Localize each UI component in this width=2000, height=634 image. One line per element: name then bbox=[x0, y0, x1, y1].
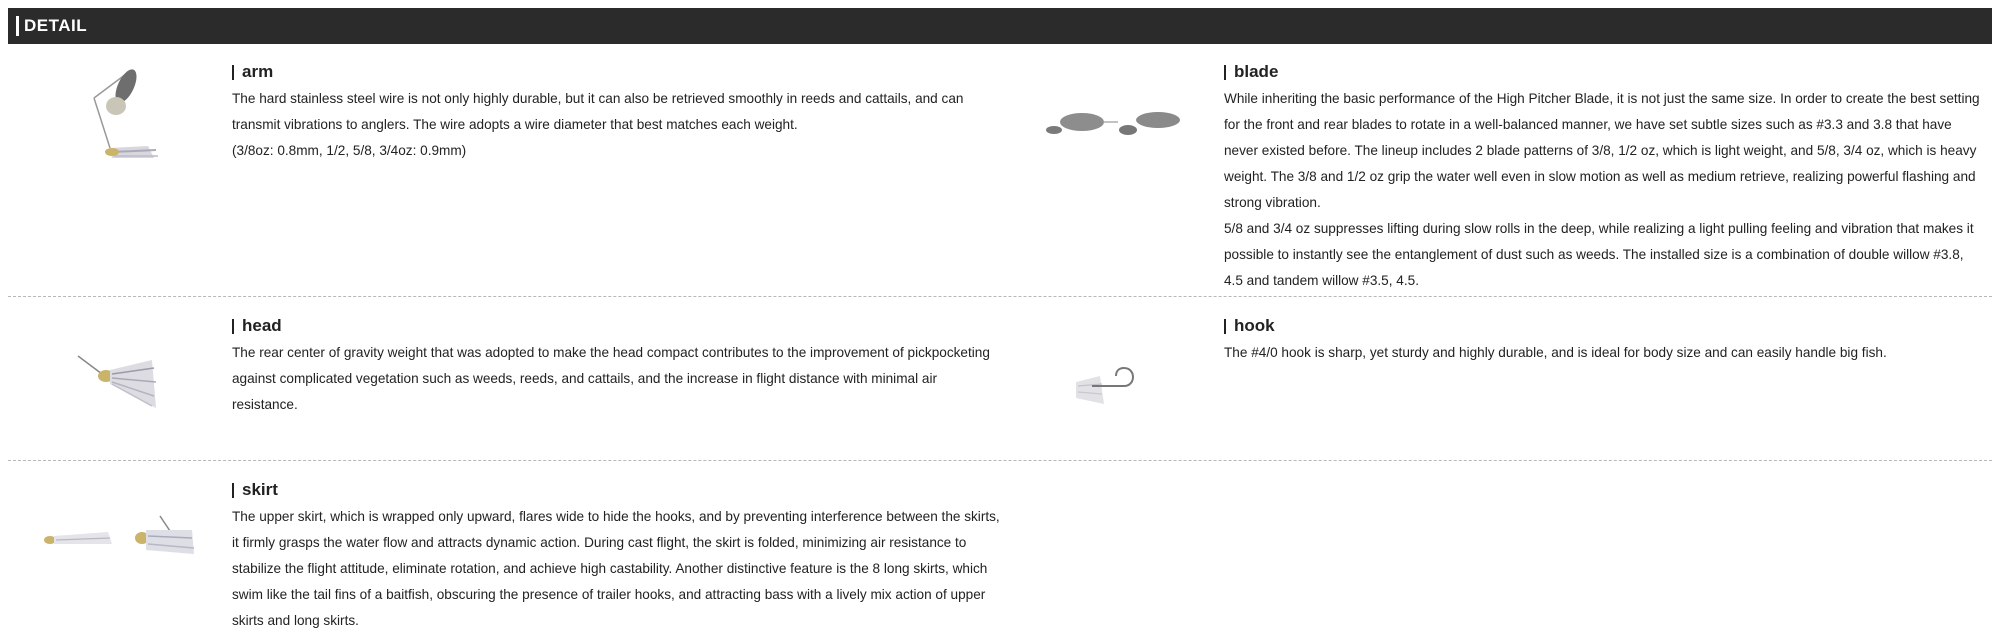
head-title: head bbox=[242, 316, 282, 335]
blade-heading-mark bbox=[1224, 65, 1226, 80]
arm-section bbox=[232, 62, 1002, 164]
arm-heading-mark bbox=[232, 65, 234, 80]
head-section bbox=[232, 316, 1002, 418]
arm-thumbnail-image bbox=[66, 62, 160, 170]
hook-description: The #4/0 hook is sharp, yet sturdy and highly durable, and is ideal for body size and can easily handle big fish. bbox=[1224, 345, 1887, 360]
section-divider-1 bbox=[8, 296, 1992, 297]
skirt-heading-mark bbox=[232, 483, 234, 498]
arm-title: arm bbox=[242, 62, 274, 81]
hook-title: hook bbox=[1234, 316, 1275, 335]
arm-heading bbox=[232, 62, 1002, 82]
arm-description-sizes: (3/8oz: 0.8mm, 1/2, 5/8, 3/4oz: 0.9mm) bbox=[232, 143, 467, 158]
detail-header-title: DETAIL bbox=[24, 16, 88, 35]
blade-section bbox=[1224, 62, 1984, 294]
blade-description: While inheriting the basic performance of the High Pitcher Blade, it is not just the same size. In order to create the best setting for the front and rear blades to rotate in a well-balanced manner, we have set subtle sizes such as #3.3 and 3.8 that have never existed before. The lineup includes 2 blade patterns of 3/8, 1/2 oz, which is light weight, and 5/8, 3/4 oz, which is heavy weight. The 3/8 and 1/2 oz grip the water well even in slow motion as well as medium retrieve, realizing powerful flashing and strong vibration. bbox=[1224, 91, 1980, 210]
skirt-section bbox=[232, 480, 1002, 634]
hook-heading-mark bbox=[1224, 319, 1226, 334]
skirt-thumbnail-image bbox=[38, 510, 198, 570]
head-heading-mark bbox=[232, 319, 234, 334]
section-divider-2 bbox=[8, 460, 1992, 461]
skirt-description: The upper skirt, which is wrapped only upward, flares wide to hide the hooks, and by preventing interference between the skirts, it firmly grasps the water flow and attracts dynamic action. During cast flight, the skirt is folded, minimizing air resistance to stabilize the flight attitude, eliminate rotation, and achieve high castability. Another distinctive feature is the 8 long skirts, which swim like the tail fins of a baitfish, obscuring the presence of trailer hooks, and attracting bass with a lively mix action of upper skirts and long skirts. bbox=[232, 509, 1000, 628]
skirt-heading bbox=[232, 480, 1002, 500]
header-accent-mark bbox=[16, 16, 19, 36]
blade-description-heavy: 5/8 and 3/4 oz suppresses lifting during slow rolls in the deep, while realizing a light pulling feeling and vibration that makes it possible to instantly see the entanglement of dust such as weeds. The installed size is a combination of double willow #3.8, 4.5 and tandem willow #3.5, 4.5. bbox=[1224, 221, 1974, 288]
head-description: The rear center of gravity weight that was adopted to make the head compact contributes to the improvement of pickpocketing against complicated vegetation such as weeds, reeds, and cattails, and the increase in flight distance with minimal air resistance. bbox=[232, 345, 990, 412]
blade-heading bbox=[1224, 62, 1984, 82]
head-thumbnail-image bbox=[72, 348, 158, 416]
detail-header-bar bbox=[8, 8, 1992, 44]
skirt-title: skirt bbox=[242, 480, 278, 499]
blade-thumbnail-image bbox=[1040, 100, 1190, 144]
hook-section bbox=[1224, 316, 1984, 366]
head-heading bbox=[232, 316, 1002, 336]
hook-heading bbox=[1224, 316, 1984, 336]
hook-thumbnail-image bbox=[1072, 360, 1142, 408]
arm-description: The hard stainless steel wire is not only highly durable, but it can also be retrieved smoothly in reeds and cattails, and can transmit vibrations to anglers. The wire adopts a wire diameter that best matches each weight. bbox=[232, 91, 964, 132]
blade-title: blade bbox=[1234, 62, 1279, 81]
